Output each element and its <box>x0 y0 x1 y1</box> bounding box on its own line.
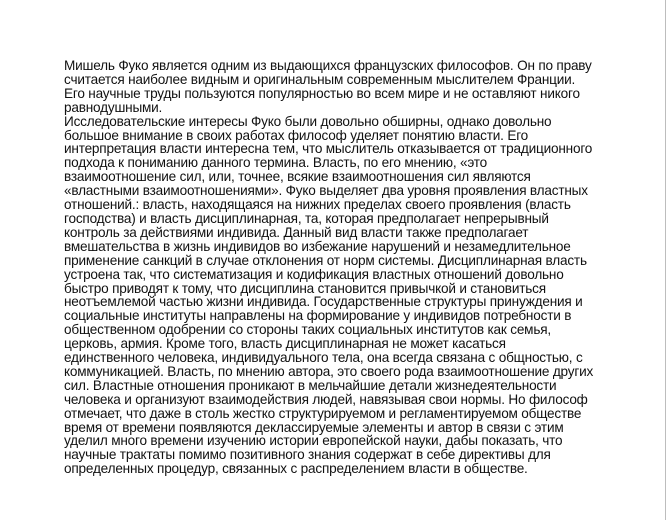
paragraph-power: Исследовательские интересы Фуко были довольно обширны, однако довольно большое внимание в своих работах философ уделяет понятию власти. Его интерпретация власти интересна тем, что мыслитель отказывается от традиционного подхода к пониманию данного термина. Власть, по его мнению, «это взаимоотношение сил, или, точнее, всякие взаимоотношения сил являются «властными взаимоотношениями». Фуко выделяет два уровня проявления властных отношений.: власть, находящаяся на нижних пределах своего проявления (власть господства) и власть дисциплинарная, та, которая предполагает непрерывный контроль за действиями индивида. Данный вид власти также предполагает вмешательства в жизнь индивидов во избежание нарушений и незамедлительное применение санкций в случае отклонения от норм системы. Дисциплинарная власть устроена так, что систематизация и кодификация властных отношений довольно быстро приводят к тому, что дисциплина становится привычкой и становиться неотъемлемой частью жизни индивида. Государственные структуры принуждения и социальные институты направлены на формирование у индивидов потребности в общественном одобрении со стороны таких социальных институтов как семья, церковь, армия. Кроме того, власть дисциплинарная не может касаться единственного человека, индивидуального тела, она всегда связана с общностью, с коммуникацией. Власть, по мнению автора, это своего рода взаимоотношение других сил. Властные отношения проникают в мельчайшие детали жизнедеятельности человека и организуют взаимодействия людей, навязывая свои нормы. Но философ отмечает, что даже в столь жестко структурируемом и регламентируемом обществе время от времени появляются деклассируемые элементы и автор в связи с этим уделил много времени изучению истории европейской науки, дабы показать, что научные трактаты помимо позитивного знания содержат в себе директивы для определенных процедур, связанных с распределением власти в обществе. <box>64 113 594 477</box>
document-body <box>64 59 596 476</box>
paragraph-intro: Мишель Фуко является одним из выдающихся французских философов. Он по праву считается наиболее видным и оригинальным современным мыслителем Франции. Его научные труды пользуются популярностью во всем мире и не оставляют никого равнодушными. <box>64 58 592 115</box>
